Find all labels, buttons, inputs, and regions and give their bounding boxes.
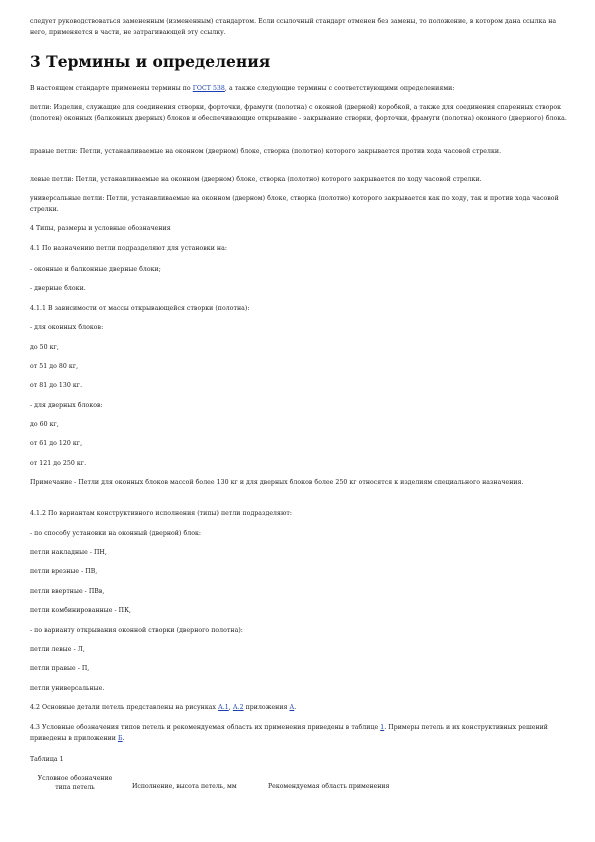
list-item: петли накладные - ПН,	[30, 549, 107, 556]
terms-intro-paragraph	[30, 84, 570, 95]
gost-538-link[interactable]: ГОСТ 538	[192, 85, 225, 92]
definition-hinges: петли: Изделия, служащие для соединения створки, форточки, фрамуги (полотна) с оконной (дверной) коробкой, а также для соединения спаренных створок (полотен) оконных (балконных дверных) блоков и обеспечивающие открывание - закрывание створки, форточки, фрамуги (полотна) оконного (дверного) блока.	[30, 104, 567, 122]
clause-4-1: 4.1 По назначению петли подразделяют для установки на:	[30, 245, 227, 252]
definition-right-hinges: правые петли: Петли, устанавливаемые на оконном (дверном) блоке, створка (полотно) которого закрывается против хода часовой стрелки.	[30, 148, 502, 155]
table-1-link[interactable]: 1	[380, 724, 385, 731]
list-item: - дверные блоки.	[30, 285, 86, 292]
separator-text: ,	[228, 704, 233, 711]
table-header-cell: Условное обозначение типа петель	[37, 775, 113, 791]
list-item: от 121 до 250 кг.	[30, 460, 87, 467]
list-item: до 60 кг,	[30, 421, 59, 428]
terms-intro-text-end: , а также следующие термины с соответствующими определениями:	[224, 85, 455, 92]
note-paragraph: Примечание - Петли для оконных блоков массой более 130 кг и для дверных блоков более 250 кг относятся к изделиям специального назначения.	[30, 479, 524, 486]
table-caption: Таблица 1	[30, 756, 64, 763]
definition-universal-hinges: универсальные петли: Петли, устанавливаемые на оконном (дверном) блоке, створка (полотно) которого закрывается как по ходу, так и против хода часовой стрелки.	[30, 195, 559, 213]
list-item: петли универсальные.	[30, 685, 105, 692]
clause-4-2	[30, 703, 570, 714]
table-header-cell: Исполнение, высота петель, мм	[132, 783, 237, 790]
clause-4-3-text-mid: . Примеры петель и их конструктивных решений приведены в приложении	[30, 724, 548, 742]
section-4-title: 4 Типы, размеры и условные обозначения	[30, 225, 171, 232]
terms-intro-text: В настоящем стандарте применены термины по	[30, 85, 193, 92]
list-item: - по способу установки на оконный (дверной) блок:	[30, 530, 202, 537]
definition-left-hinges: левые петли: Петли, устанавливаемые на оконном (дверном) блоке, створка (полотно) которого закрывается по ходу часовой стрелки.	[30, 176, 482, 183]
clause-4-3-text: 4.3 Условные обозначения типов петель и рекомендуемая область их применения приведены в таблице	[30, 724, 381, 731]
intro-paragraph: следует руководствоваться замененным (измененным) стандартом. Если ссылочный стандарт отменен без замены, то положение, в котором дана ссылка на него, применяется в части, не затрагивающей эту ссылку.	[30, 18, 557, 36]
list-item: от 51 до 80 кг,	[30, 363, 79, 370]
figure-a2-link[interactable]: А.2	[232, 704, 244, 711]
clause-4-3	[30, 723, 570, 744]
period-text: .	[122, 734, 125, 742]
list-item: - оконные и балконные дверные блоки;	[30, 266, 161, 273]
list-item: от 61 до 120 кг,	[30, 440, 83, 447]
list-item: - для дверных блоков:	[30, 402, 103, 409]
list-item: петли ввертные - ПВв,	[30, 588, 105, 595]
clause-4-2-text-mid: приложения	[243, 704, 290, 711]
list-item: - по варианту открывания оконной створки (дверного полотна):	[30, 627, 243, 634]
list-item: петли левые - Л,	[30, 646, 85, 653]
list-item: от 81 до 130 кг.	[30, 382, 83, 389]
appendix-a-link[interactable]: А	[289, 704, 295, 711]
list-item: петли врезные - ПВ,	[30, 568, 98, 575]
section-heading: 3 Термины и определения	[30, 52, 271, 71]
list-item: петли комбинированные - ПК,	[30, 607, 131, 614]
appendix-b-link[interactable]: Б	[118, 734, 123, 742]
clause-4-1-1: 4.1.1 В зависимости от массы открывающейся створки (полотна):	[30, 305, 250, 312]
period-text: .	[294, 704, 297, 711]
table-header-cell: Рекомендуемая область применения	[268, 783, 390, 790]
list-item: - для оконных блоков:	[30, 324, 104, 331]
figure-a1-link[interactable]: А.1	[218, 704, 229, 711]
list-item: петли правые - П,	[30, 665, 90, 672]
list-item: до 50 кг,	[30, 344, 59, 351]
clause-4-2-text: 4.2 Основные детали петель представлены на рисунках	[30, 704, 219, 711]
clause-4-1-2: 4.1.2 По вариантам конструктивного исполнения (типы) петли подразделяют:	[30, 510, 293, 517]
